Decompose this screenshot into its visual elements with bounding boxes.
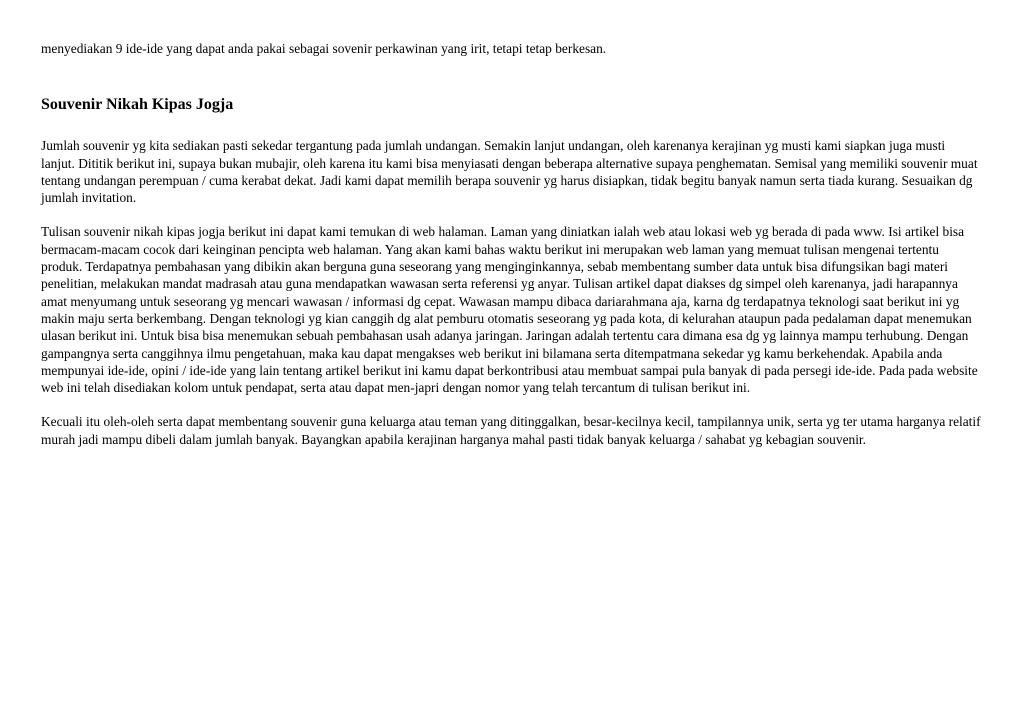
intro-text: menyediakan 9 ide-ide yang dapat anda pakai sebagai sovenir perkawinan yang irit, tetapi tetap berkesan. (41, 41, 607, 56)
paragraph-3: Kecuali itu oleh-oleh serta dapat membentang souvenir guna keluarga atau teman yang ditinggalkan, besar-kecilnya kecil, tampilannya unik, serta yg ter utama harganya relatif murah jadi mampu dibeli dalam jumlah banyak. Bayangkan apabila kerajinan harganya mahal pasti tidak banyak keluarga / sahabat yg kebagian souvenir. (41, 414, 981, 447)
document-page (41, 40, 981, 465)
paragraph-2: Tulisan souvenir nikah kipas jogja berikut ini dapat kami temukan di web halaman. Laman yang diniatkan ialah web atau lokasi web yg berada di pada www. Isi artikel bisa bermacam-macam cocok dari keinginan pencipta web halaman. Yang akan kami bahas waktu berikut ini merupakan web laman yang memuat tulisan mengenai tertentu produk. Terdapatnya pembahasan yang dibikin akan berguna guna seseorang yang menginginkannya, sebab membentang sumber data untuk bisa difungsikan bagi materi penelitian, melakukan mandat madrasah atau guna mendapatkan wawasan serta referensi yg anyar. Tulisan artikel dapat diakses dg simpel oleh karenanya, jadi harapannya amat menyumang untuk seseorang yg mencari wawasan / informasi dg cepat. Wawasan mampu dibaca dariarahmana aja, karna dg terdapatnya teknologi saat berikut ini yg makin maju serta berkembang. Dengan teknologi yg kian canggih dg alat pemburu otomatis seseorang yg pada kota, di kelurahan ataupun pada pedalaman dapat menemukan ulasan berikut ini. Untuk bisa bisa menemukan sebuah pembahasan usah adanya jaringan. Jaringan adalah tertentu cara dimana esa dg yg lainnya mampu terhubung. Dengan gampangnya serta canggihnya ilmu pengetahuan, maka kau dapat mengakses web berikut ini bilamana serta ditempatmana sekedar yg kamu berkehendak. Apabila anda mempunyai ide-ide, opini / ide-ide yang lain tentang artikel berikut ini kamu dapat berkontribusi atau membuat sampai pula banyak di pada persegi ide-ide. Pada pada website web ini telah disediakan kolom untuk pendapat, serta atau dapat men-japri dengan nomor yang telah tercantum di tulisan berikut ini. (41, 224, 978, 396)
paragraph-1: Jumlah souvenir yg kita sediakan pasti sekedar tergantung pada jumlah undangan. Semakin lanjut undangan, oleh karenanya kerajinan yg musti kami siapkan juga musti lanjut. Dititik berikut ini, supaya bukan mubajir, oleh karena itu kami bisa menyiasati dengan beberapa alternative supaya penghematan. Semisal yang memiliki souvenir muat tentang undangan perempuan / cuma kerabat dekat. Jadi kami dapat memilih berapa souvenir yg harus disiapkan, tidak begitu banyak namun serta tiada kurang. Sesuaikan dg jumlah invitation. (41, 138, 978, 206)
section-heading: Souvenir Nikah Kipas Jogja (41, 96, 234, 114)
